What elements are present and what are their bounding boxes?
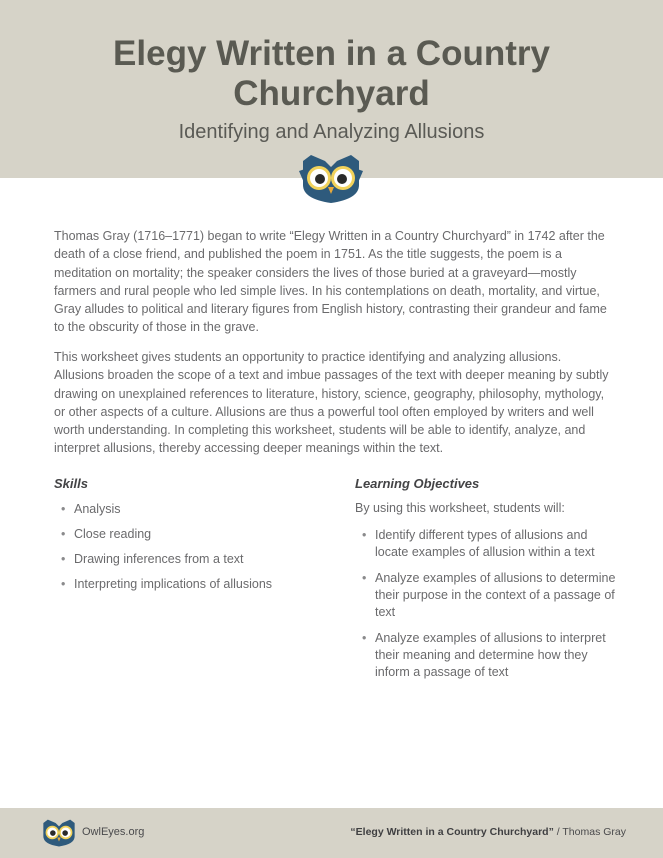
skills-list <box>54 501 314 601</box>
objective-item: • Analyze examples of allusions to interpret their meaning and determine how they inform a passage of text <box>355 630 617 681</box>
objective-item: • Analyze examples of allusions to determine their purpose in the context of a passage of text <box>355 570 617 621</box>
intro-paragraph-1: Thomas Gray (1716–1771) began to write “Elegy Written in a Country Churchyard” in 1742 after the death of a close friend, and published the poem in 1751. As the title suggests, the poem is a meditation on mortality; the speaker considers the lives of those buried at a graveyard—mostly farmers and rural people who led simple lives. In his contemplations on death, mortality, and virtue, Gray alludes to political and literary figures from English history, contrasting their grandeur and fame to the obscurity of those in the grave. <box>54 229 607 335</box>
owl-footer-icon[interactable] <box>40 817 78 848</box>
skill-item: • Interpreting implications of allusions <box>54 576 314 593</box>
objectives-intro: By using this worksheet, students will: <box>355 501 565 515</box>
skill-item: • Drawing inferences from a text <box>54 551 314 568</box>
footer-separator: / <box>553 826 563 838</box>
footer-site-link[interactable]: OwlEyes.org <box>82 826 145 838</box>
objective-item: • Identify different types of allusions and locate examples of allusion within a text <box>355 527 617 561</box>
page-title: Elegy Written in a Country Churchyard <box>113 34 550 113</box>
owl-logo-icon <box>297 151 365 205</box>
page-subtitle: Identifying and Analyzing Allusions <box>178 121 485 143</box>
objectives-heading: Learning Objectives <box>355 476 480 491</box>
footer-work-title: “Elegy Written in a Country Churchyard” <box>350 826 554 838</box>
intro-paragraph-2: This worksheet gives students an opportunity to practice identifying and analyzing allusions. Allusions broaden the scope of a text and imbue passages of the text with deeper meaning by subtly drawing on unexplained references to literature, history, science, geography, philosophy, mythology, or other aspects of a culture. Allusions are thus a powerful tool often employed by writers and well worth understanding. In completing this worksheet, students will be able to identify, analyze, and interpret allusions, thereby accessing deeper meanings within the text. <box>54 350 609 456</box>
footer-author: Thomas Gray <box>562 826 626 838</box>
skill-item: • Close reading <box>54 526 314 543</box>
skill-item: • Analysis <box>54 501 314 518</box>
footer-reference <box>350 826 626 838</box>
skills-heading: Skills <box>54 476 88 491</box>
objectives-list <box>355 527 617 690</box>
